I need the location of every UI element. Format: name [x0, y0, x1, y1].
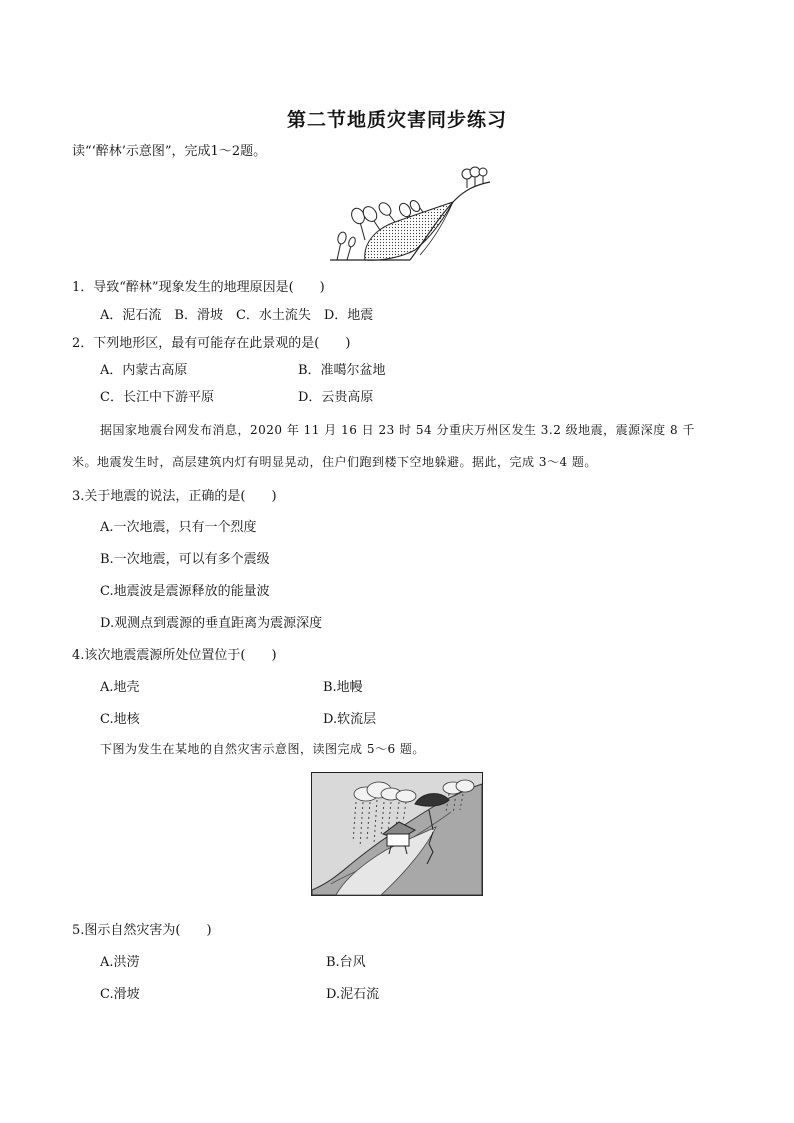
- q1-stem: 1．导致“醉林”现象发生的地理原因是( ): [72, 280, 325, 295]
- q4-option-b: B.地幔: [323, 680, 363, 695]
- q2-stem: 2．下列地形区，最有可能存在此景观的是( ): [72, 336, 351, 351]
- q5-option-d: D.泥石流: [326, 987, 380, 1002]
- q4-option-a: A.地壳: [100, 680, 140, 695]
- landslide-disaster-figure: [311, 772, 483, 896]
- intro-drunken-forest: 读“‘醉林’示意图”，完成1～2题。: [72, 144, 267, 159]
- q2-option-a: A．内蒙古高原: [100, 363, 188, 378]
- q4-option-d: D.软流层: [323, 712, 377, 727]
- q5-option-b: B.台风: [326, 955, 366, 970]
- passage-earthquake-line1: 据国家地震台网发布消息，2020 年 11 月 16 日 23 时 54 分重庆万州区发生 3.2 级地震，震源深度 8 千: [100, 423, 695, 437]
- passage-earthquake-line2: 米。地震发生时，高层建筑内灯有明显晃动，住户们跑到楼下空地躲避。据此，完成 3～4 题。: [72, 455, 597, 469]
- q3-stem: 3.关于地震的说法，正确的是( ): [72, 489, 277, 504]
- q4-stem: 4.该次地震震源所处位置位于( ): [72, 648, 277, 663]
- q1-options: A．泥石流 B．滑坡 C．水土流失 D．地震: [100, 308, 374, 323]
- intro-disaster-figure: 下图为发生在某地的自然灾害示意图，读图完成 5～6 题。: [100, 742, 425, 756]
- q4-option-c: C.地核: [100, 712, 140, 727]
- q3-option-a: A.一次地震，只有一个烈度: [100, 520, 257, 535]
- q5-stem: 5.图示自然灾害为( ): [72, 923, 212, 938]
- q5-option-c: C.滑坡: [100, 987, 140, 1002]
- q2-option-c: C．长江中下游平原: [100, 390, 214, 405]
- drunken-forest-figure: [325, 160, 495, 265]
- q3-option-b: B.一次地震，可以有多个震级: [100, 552, 270, 567]
- q3-option-d: D.观测点到震源的垂直距离为震源深度: [100, 616, 323, 631]
- q2-option-b: B．准噶尔盆地: [298, 363, 386, 378]
- q5-option-a: A.洪涝: [100, 955, 140, 970]
- q2-option-d: D．云贵高原: [298, 390, 374, 405]
- q3-option-c: C.地震波是震源释放的能量波: [100, 584, 270, 599]
- page-title: 第二节地质灾害同步练习: [286, 109, 507, 131]
